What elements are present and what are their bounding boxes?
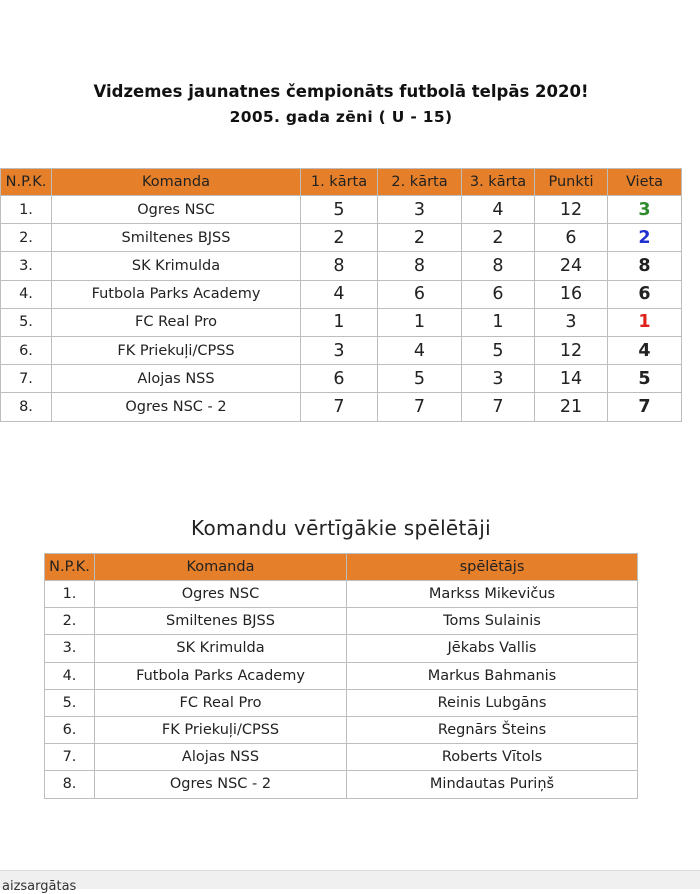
place-cell: 3 bbox=[608, 196, 682, 224]
npk-cell: 4. bbox=[45, 662, 95, 689]
npk-cell: 8. bbox=[1, 393, 52, 421]
npk-cell: 7. bbox=[1, 365, 52, 393]
table-row bbox=[45, 689, 638, 716]
points-cell: 12 bbox=[535, 196, 608, 224]
standings-table bbox=[0, 168, 682, 422]
npk-cell: 8. bbox=[45, 771, 95, 798]
npk-cell: 1. bbox=[45, 581, 95, 608]
team-cell: Alojas NSS bbox=[95, 744, 347, 771]
col-header-round-2: 2. kārta bbox=[378, 169, 462, 196]
team-cell: FK Priekuļi/CPSS bbox=[52, 336, 301, 364]
table-row bbox=[45, 771, 638, 798]
npk-cell: 3. bbox=[45, 635, 95, 662]
round-2-cell: 3 bbox=[378, 196, 462, 224]
round-1-cell: 4 bbox=[301, 280, 378, 308]
round-3-cell: 3 bbox=[462, 365, 535, 393]
round-3-cell: 8 bbox=[462, 252, 535, 280]
players-table bbox=[44, 553, 638, 799]
players-section-title: Komandu vērtīgākie spēlētāji bbox=[191, 516, 491, 540]
team-cell: Futbola Parks Academy bbox=[95, 662, 347, 689]
table-row bbox=[1, 365, 682, 393]
team-cell: FK Priekuļi/CPSS bbox=[95, 716, 347, 743]
col-header-points: Punkti bbox=[535, 169, 608, 196]
table-row bbox=[1, 280, 682, 308]
team-cell: Ogres NSC - 2 bbox=[52, 393, 301, 421]
team-cell: Ogres NSC bbox=[52, 196, 301, 224]
npk-cell: 1. bbox=[1, 196, 52, 224]
npk-cell: 7. bbox=[45, 744, 95, 771]
table-row bbox=[1, 196, 682, 224]
team-cell: SK Krimulda bbox=[95, 635, 347, 662]
points-cell: 6 bbox=[535, 224, 608, 252]
footer-text: aizsargātas bbox=[2, 879, 77, 894]
round-1-cell: 1 bbox=[301, 308, 378, 336]
round-1-cell: 7 bbox=[301, 393, 378, 421]
team-cell: SK Krimulda bbox=[52, 252, 301, 280]
col-header-round-1: 1. kārta bbox=[301, 169, 378, 196]
points-cell: 14 bbox=[535, 365, 608, 393]
team-cell: FC Real Pro bbox=[95, 689, 347, 716]
round-1-cell: 8 bbox=[301, 252, 378, 280]
place-cell: 2 bbox=[608, 224, 682, 252]
points-cell: 21 bbox=[535, 393, 608, 421]
round-2-cell: 4 bbox=[378, 336, 462, 364]
points-cell: 3 bbox=[535, 308, 608, 336]
player-cell: Toms Sulainis bbox=[347, 608, 638, 635]
table-row bbox=[1, 393, 682, 421]
team-cell: Alojas NSS bbox=[52, 365, 301, 393]
page-subtitle: 2005. gada zēni ( U - 15) bbox=[229, 108, 453, 126]
team-cell: Smiltenes BJSS bbox=[52, 224, 301, 252]
npk-cell: 2. bbox=[1, 224, 52, 252]
player-cell: Mindautas Puriņš bbox=[347, 771, 638, 798]
table-row bbox=[45, 662, 638, 689]
npk-cell: 4. bbox=[1, 280, 52, 308]
npk-cell: 6. bbox=[45, 716, 95, 743]
col-header-team: Komanda bbox=[52, 169, 301, 196]
player-cell: Regnārs Šteins bbox=[347, 716, 638, 743]
npk-cell: 5. bbox=[1, 308, 52, 336]
round-2-cell: 7 bbox=[378, 393, 462, 421]
npk-cell: 6. bbox=[1, 336, 52, 364]
round-1-cell: 2 bbox=[301, 224, 378, 252]
round-2-cell: 1 bbox=[378, 308, 462, 336]
npk-cell: 5. bbox=[45, 689, 95, 716]
round-2-cell: 6 bbox=[378, 280, 462, 308]
player-cell: Markus Bahmanis bbox=[347, 662, 638, 689]
footer-bar bbox=[0, 870, 700, 894]
col-header-place: Vieta bbox=[608, 169, 682, 196]
table-row bbox=[1, 336, 682, 364]
round-1-cell: 5 bbox=[301, 196, 378, 224]
place-cell: 5 bbox=[608, 365, 682, 393]
points-cell: 24 bbox=[535, 252, 608, 280]
place-cell: 8 bbox=[608, 252, 682, 280]
table-row bbox=[45, 608, 638, 635]
table-row bbox=[45, 716, 638, 743]
round-2-cell: 5 bbox=[378, 365, 462, 393]
round-3-cell: 5 bbox=[462, 336, 535, 364]
table-row bbox=[1, 252, 682, 280]
round-3-cell: 6 bbox=[462, 280, 535, 308]
standings-header-row bbox=[1, 169, 682, 196]
place-cell: 1 bbox=[608, 308, 682, 336]
round-3-cell: 2 bbox=[462, 224, 535, 252]
team-cell: Ogres NSC - 2 bbox=[95, 771, 347, 798]
points-cell: 16 bbox=[535, 280, 608, 308]
col-header-round-3: 3. kārta bbox=[462, 169, 535, 196]
round-3-cell: 4 bbox=[462, 196, 535, 224]
place-cell: 6 bbox=[608, 280, 682, 308]
page-title: Vidzemes jaunatnes čempionāts futbolā telpās 2020! bbox=[93, 82, 589, 101]
round-3-cell: 1 bbox=[462, 308, 535, 336]
round-1-cell: 6 bbox=[301, 365, 378, 393]
col-header-team: Komanda bbox=[95, 554, 347, 581]
team-cell: Ogres NSC bbox=[95, 581, 347, 608]
place-cell: 4 bbox=[608, 336, 682, 364]
players-header-row bbox=[45, 554, 638, 581]
npk-cell: 3. bbox=[1, 252, 52, 280]
col-header-player: spēlētājs bbox=[347, 554, 638, 581]
player-cell: Reinis Lubgāns bbox=[347, 689, 638, 716]
player-cell: Jēkabs Vallis bbox=[347, 635, 638, 662]
col-header-npk: N.P.K. bbox=[45, 554, 95, 581]
table-row bbox=[45, 744, 638, 771]
round-2-cell: 2 bbox=[378, 224, 462, 252]
table-row bbox=[45, 581, 638, 608]
team-cell: Futbola Parks Academy bbox=[52, 280, 301, 308]
place-cell: 7 bbox=[608, 393, 682, 421]
team-cell: Smiltenes BJSS bbox=[95, 608, 347, 635]
round-2-cell: 8 bbox=[378, 252, 462, 280]
col-header-npk: N.P.K. bbox=[1, 169, 52, 196]
table-row bbox=[45, 635, 638, 662]
points-cell: 12 bbox=[535, 336, 608, 364]
npk-cell: 2. bbox=[45, 608, 95, 635]
table-row bbox=[1, 224, 682, 252]
team-cell: FC Real Pro bbox=[52, 308, 301, 336]
player-cell: Roberts Vītols bbox=[347, 744, 638, 771]
table-row bbox=[1, 308, 682, 336]
round-1-cell: 3 bbox=[301, 336, 378, 364]
round-3-cell: 7 bbox=[462, 393, 535, 421]
player-cell: Markss Mikevičus bbox=[347, 581, 638, 608]
